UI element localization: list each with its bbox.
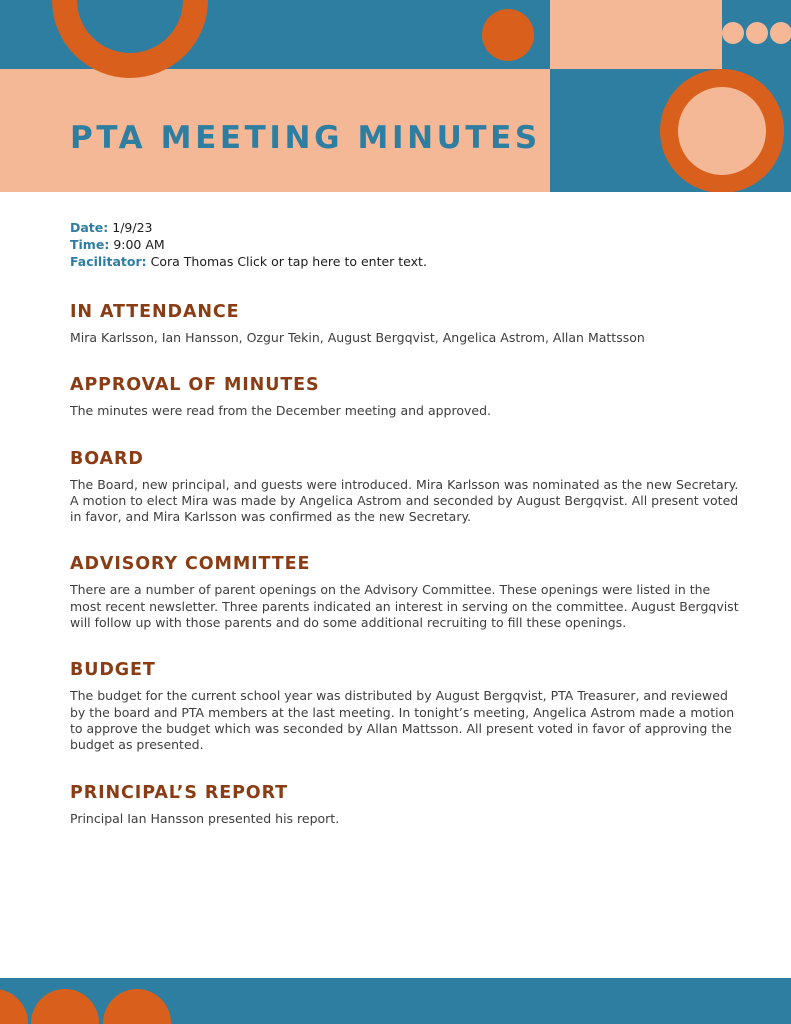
section-body: There are a number of parent openings on the Advisory Committee. These openings were listed in the most recent newsletter. Three parents indicated an interest in serving on the committee. August Bergqvist will follow up with those parents and do some additional recruiting to fill these openings. (70, 582, 739, 631)
time-line (70, 236, 740, 253)
section-heading: IN ATTENDANCE (70, 302, 240, 322)
peach-dot-decoration (770, 22, 791, 44)
orange-circle-decoration (0, 989, 28, 1024)
section-board (70, 447, 740, 526)
time-value: 9:00 AM (113, 237, 165, 252)
section-attendance (70, 300, 740, 346)
facilitator-line (70, 253, 740, 270)
section-heading: APPROVAL OF MINUTES (70, 375, 320, 396)
header-banner (0, 0, 791, 192)
facilitator-value[interactable]: Cora Thomas Click or tap here to enter text. (150, 254, 427, 269)
section-principals-report (70, 781, 740, 827)
section-approval-of-minutes (70, 373, 740, 419)
facilitator-label: Facilitator: (70, 254, 147, 269)
time-label: Time: (70, 237, 110, 252)
footer-banner (0, 978, 791, 1024)
date-value: 1/9/23 (112, 220, 153, 235)
section-body: Principal Ian Hansson presented his report. (70, 810, 340, 826)
peach-dot-decoration (746, 22, 768, 44)
section-budget (70, 658, 740, 753)
peach-dot-decoration (722, 22, 744, 44)
section-heading: BOARD (70, 448, 144, 469)
section-body: The Board, new principal, and guests were introduced. Mira Karlsson was nominated as the new Secretary. A motion to elect Mira was made by Angelica Astrom and seconded by August Bergqvist. All present voted in favor, and Mira Karlsson was confirmed as the new Secretary. (70, 476, 739, 525)
section-advisory-committee (70, 552, 740, 631)
date-label: Date: (70, 220, 109, 235)
document-title: PTA MEETING MINUTES (70, 120, 541, 156)
section-heading: PRINCIPAL’S REPORT (70, 782, 289, 803)
section-body: Mira Karlsson, Ian Hansson, Ozgur Tekin, August Bergqvist, Angelica Astrom, Allan Mattsson (70, 330, 645, 345)
section-body: The minutes were read from the December meeting and approved. (70, 403, 491, 419)
section-heading: BUDGET (70, 660, 156, 681)
banner-peach-top-right (550, 0, 722, 69)
orange-circle-decoration (103, 989, 171, 1024)
section-body: The budget for the current school year was distributed by August Bergqvist, PTA Treasurer, and reviewed by the board and PTA members at the last meeting. In tonight’s meeting, Angelica Astrom made a motion to approve the budget which was seconded by Allan Mattsson. All present voted in favor of approving the budget as presented. (70, 688, 735, 753)
date-line (70, 219, 740, 236)
minutes-content (70, 219, 740, 827)
section-heading: ADVISORY COMMITTEE (70, 554, 311, 575)
orange-circle-decoration (482, 9, 534, 61)
large-orange-ring-decoration (660, 69, 784, 192)
orange-circle-decoration (31, 989, 99, 1024)
